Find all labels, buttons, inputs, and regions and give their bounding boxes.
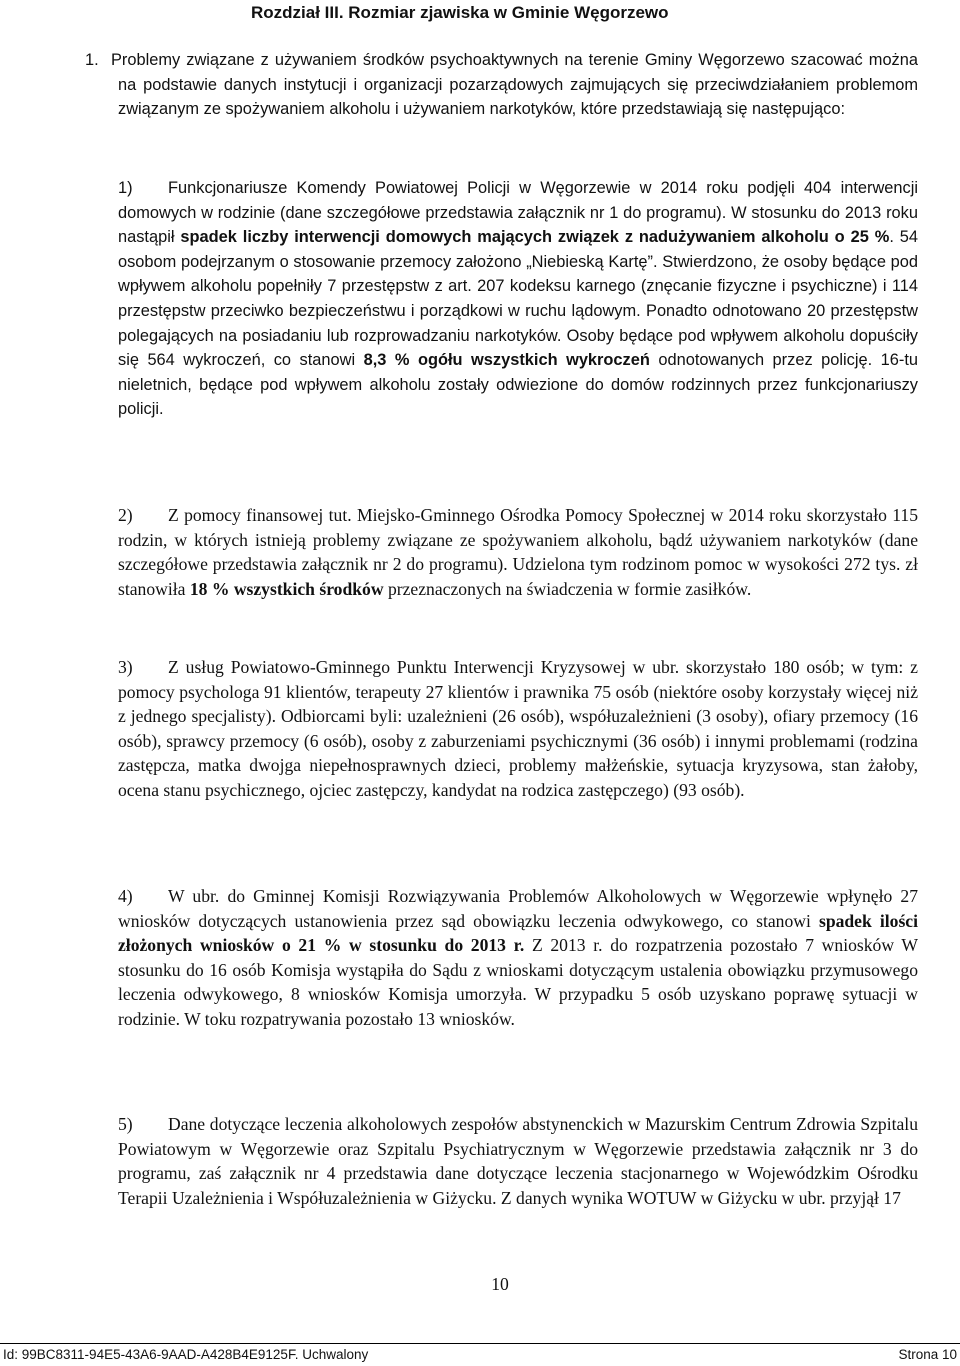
- item-1-bold-b: 8,3 % ogółu wszystkich wykroczeń: [363, 351, 650, 370]
- item-2-number: 2): [118, 505, 133, 525]
- footer-divider: [0, 1343, 960, 1344]
- footer: [3, 1347, 957, 1362]
- item-4-number: 4): [118, 886, 133, 906]
- item-1-paragraph: [118, 176, 918, 422]
- item-5-text: Dane dotyczące leczenia alkoholowych zespołów abstynenckich w Mazurskim Centrum Zdrowia Szpitalu Powiatowym w Węgorzewie oraz Szpitalu Psychiatrycznym w Węgorzewie przedstawia załącznik nr 3 do programu, zaś załącznik nr 4 przedstawia dane dotyczące leczenia stacjonarnego w Wojewódzkim Ośrodku Terapii Uzależnienia i Współuzależnienia w Giżycku. Z danych wynika WOTUW w Giżycku w ubr. przyjął 17: [118, 1114, 918, 1208]
- footer-document-id: Id: 99BC8311-94E5-43A6-9AAD-A428B4E9125F. Uchwalony: [3, 1347, 369, 1362]
- footer-page-label: Strona 10: [898, 1347, 957, 1362]
- intro-paragraph: [85, 48, 918, 122]
- intro-number: 1.: [85, 51, 99, 69]
- item-5-number: 5): [118, 1114, 133, 1134]
- item-1-number: 1): [118, 179, 133, 197]
- item-4-text-a: W ubr. do Gminnej Komisji Rozwiązywania Problemów Alkoholowych w Węgorzewie wpłynęło 27 wniosków dotyczących ustanowienia przez sąd obowiązku leczenia odwykowego, co stanowi: [118, 886, 918, 931]
- item-4-bold: spadek ilości złożonych wniosków o 21 % w stosunku do 2013 r.: [118, 910, 918, 956]
- item-2-text-b: przeznaczonych na świadczenia w formie zasiłków.: [383, 578, 752, 599]
- item-4-text-b: Z 2013 r. do rozpatrzenia pozostało 7 wniosków W stosunku do 16 osób Komisja wystąpiła do Sądu z wnioskami dotyczącym ustalenia obowiązku przymusowego leczenia odwykowego, 8 wniosków Komisja umorzyła. W przypadku 5 osób uzyskano poprawę sytuacji w rodzinie. W toku rozpatrywania pozostało 13 wniosków.: [118, 935, 918, 1029]
- item-2-paragraph: [118, 503, 918, 601]
- item-1-text-c: odnotowanych przez policję. 16-tu nieletnich, będące pod wpływem alkoholu zostały odwiezione do domów rodzinnych przez funkcjonariuszy policji.: [118, 351, 918, 419]
- item-3-paragraph: [118, 655, 918, 803]
- item-5-paragraph: [118, 1112, 918, 1210]
- item-2-text-a: Z pomocy finansowej tut. Miejsko-Gminnego Ośrodka Pomocy Społecznej w 2014 roku skorzystało 115 rodzin, w których istnieją problemy związane ze spożywaniem alkoholu, bądź używaniem narkotyków (dane szczegółowe przedstawia załącznik nr 2 do programu). Udzielona tym rodzinom pomoc w wysokości 272 tys. zł stanowiła: [118, 505, 918, 599]
- item-1-bold-a: spadek liczby interwencji domowych mających związek z nadużywaniem alkoholu o 25 %: [180, 228, 890, 247]
- item-3-text: Z usług Powiatowo-Gminnego Punktu Interwencji Kryzysowej w ubr. skorzystało 180 osób; w tym: z pomocy psychologa 91 klientów, terapeuty 27 klientów i prawnika 75 osób (niektóre osoby korzystały więcej niż z jednego specjalisty). Odbiorcami byli: uzależnieni (26 osób), współuzależnieni (3 osoby), ofiary przemocy (16 osób), sprawcy przemocy (6 osób), osoby z zaburzeniami psychicznymi (36 osób) i innymi problemami (rodzina zastępcza, matka dwojga niepełnosprawnych dzieci, problemy małżeńskie, sytuacja kryzysowa, stan żałoby, ocena stanu psychicznego, ojciec zastępczy, kandydat na rodzica zastępczego) (93 osób).: [118, 657, 918, 800]
- chapter-heading: Rozdział III. Rozmiar zjawiska w Gminie Węgorzewo: [251, 3, 669, 22]
- item-1-text-a: Funkcjonariusze Komendy Powiatowej Policji w Węgorzewie w 2014 roku podjęli 404 interwencji domowych w rodzinie (dane szczegółowe przedstawia załącznik nr 1 do programu). W stosunku do 2013 roku nastąpił: [118, 179, 918, 247]
- item-1-text-b: . 54 osobom podejrzanym o stosowanie przemocy założono „Niebieską Kartę”. Stwierdzono, że osoby będące pod wpływem alkoholu popełniły 7 przestępstw z art. 207 kodeksu karnego (znęcanie fizyczne i psychiczne) i 114 przestępstw przeciwko bezpieczeństwu i porządkowi w ruchu lądowym. Ponadto odnotowano 20 przestępstw polegających na posiadaniu lub rozprowadzaniu narkotyków. Osoby będące pod wpływem alkoholu dopuściły się 564 wykroczeń, co stanowi: [118, 228, 918, 370]
- item-4-paragraph: [118, 884, 918, 1032]
- page-number: 10: [491, 1274, 509, 1294]
- intro-text: Problemy związane z używaniem środków psychoaktywnych na terenie Gminy Węgorzewo szacować można na podstawie danych instytucji i organizacji pozarządowych zajmujących się przeciwdziałaniem problemom związanym ze spożywaniem alkoholu i używaniem narkotyków, które przedstawiają się następująco:: [111, 51, 918, 119]
- item-3-number: 3): [118, 657, 133, 677]
- item-2-bold: 18 % wszystkich środków: [189, 578, 384, 599]
